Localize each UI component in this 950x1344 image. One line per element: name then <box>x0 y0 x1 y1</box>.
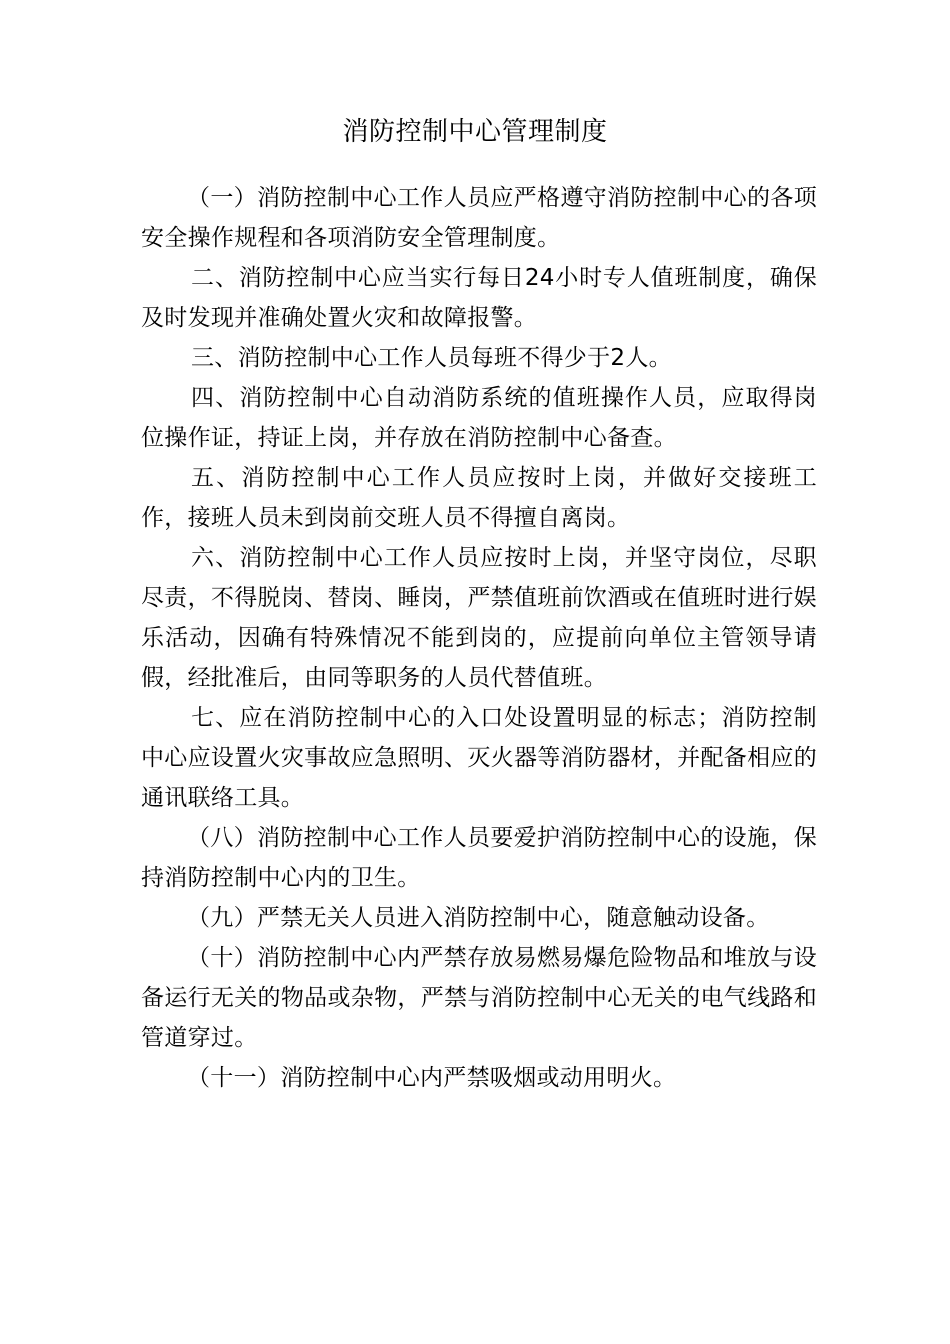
paragraph-10: （十）消防控制中心内严禁存放易燃易爆危险物品和堆放与设备运行无关的物品或杂物，严禁与消防控制中心无关的电气线路和管道穿过。 <box>141 945 817 1051</box>
paragraph-7: 七、应在消防控制中心的入口处设置明显的标志；消防控制中心应设置火灾事故应急照明、灭火器等消防器材，并配备相应的通讯联络工具。 <box>141 705 817 811</box>
paragraph-5: 五、消防控制中心工作人员应按时上岗，并做好交接班工作，接班人员未到岗前交班人员不得擅自离岗。 <box>141 465 817 531</box>
document-body <box>141 178 817 1098</box>
paragraph-11: （十一）消防控制中心内严禁吸烟或动用明火。 <box>187 1065 677 1091</box>
paragraph-1: （一）消防控制中心工作人员应严格遵守消防控制中心的各项安全操作规程和各项消防安全管理制度。 <box>141 185 817 251</box>
paragraph-4: 四、消防控制中心自动消防系统的值班操作人员，应取得岗位操作证，持证上岗，并存放在消防控制中心备查。 <box>141 385 817 451</box>
paragraph-3: 三、消防控制中心工作人员每班不得少于2人。 <box>191 345 672 371</box>
document-title: 消防控制中心管理制度 <box>342 117 608 147</box>
paragraph-6: 六、消防控制中心工作人员应按时上岗，并坚守岗位，尽职尽责，不得脱岗、替岗、睡岗，严禁值班前饮酒或在值班时进行娱乐活动，因确有特殊情况不能到岗的，应提前向单位主管领导请假，经批准后，由同等职务的人员代替值班。 <box>141 545 817 691</box>
paragraph-9: （九）严禁无关人员进入消防控制中心，随意触动设备。 <box>187 905 770 931</box>
paragraph-2: 二、消防控制中心应当实行每日24小时专人值班制度，确保及时发现并准确处置火灾和故障报警。 <box>141 265 817 331</box>
paragraph-8: （八）消防控制中心工作人员要爱护消防控制中心的设施，保持消防控制中心内的卫生。 <box>141 825 817 891</box>
